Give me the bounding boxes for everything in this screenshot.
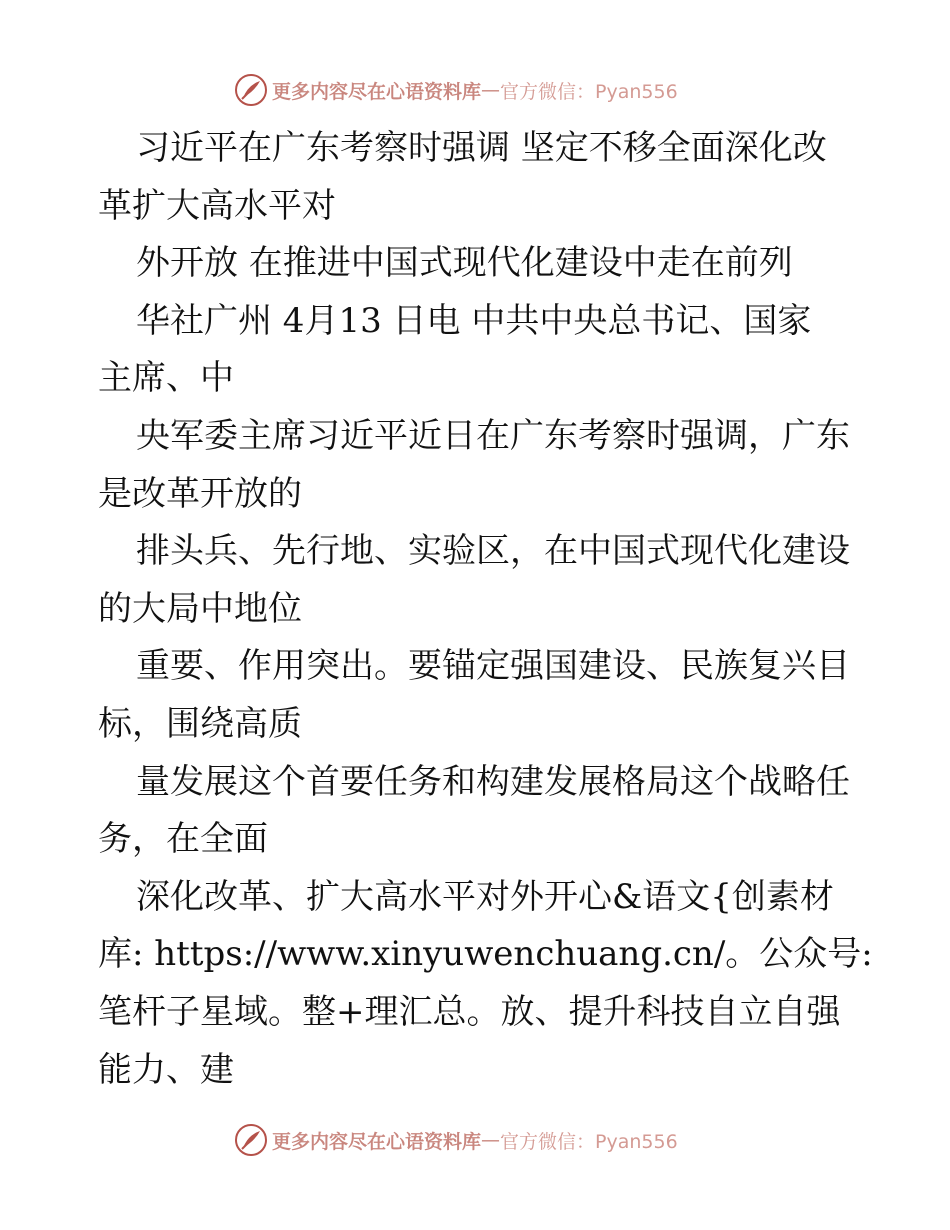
text-line: 重要、作用突出。要锚定强国建设、民族复兴目 [136, 646, 850, 687]
text-line: 革扩大高水平对 [98, 185, 336, 226]
text-line: 务，在全面 [98, 819, 268, 860]
quill-pen-logo-icon [234, 1123, 268, 1157]
watermark-dash: — [481, 1129, 501, 1151]
watermark-text: 更多内容尽在心语资料库 [272, 1130, 482, 1153]
watermark-contact: 官方微信：Pyan556 [500, 1130, 678, 1153]
text-line: 习近平在广东考察时强调 坚定不移全面深化改 [136, 128, 827, 168]
text-line: 标，围绕高质 [98, 703, 302, 744]
text-line: 排头兵、先行地、实验区，在中国式现代化建设 [136, 531, 850, 572]
text-line: 主席、中 [98, 358, 234, 399]
watermark-contact: 官方微信：Pyan556 [500, 80, 678, 103]
text-line: 笔杆子星域。整+理汇总。放、提升科技自立自强 [98, 991, 841, 1032]
text-line: 量发展这个首要任务和构建发展格局这个战略任 [136, 761, 850, 802]
text-line: 外开放 在推进中国式现代化建设中走在前列 [136, 243, 793, 284]
text-line: 是改革开放的 [98, 473, 302, 514]
text-line: 库: https://www.xinyuwenchuang.cn/。公众号: [98, 934, 873, 975]
watermark-header [234, 72, 714, 108]
watermark-dash: — [481, 79, 501, 101]
text-line: 深化改革、扩大高水平对外开心&语文{创素材 [136, 876, 834, 917]
watermark-text: 更多内容尽在心语资料库 [272, 80, 482, 103]
text-line: 能力、建 [98, 1049, 234, 1090]
text-line: 华社广州 4月13 日电 中共中央总书记、国家 [136, 300, 812, 341]
watermark-footer [234, 1122, 714, 1158]
text-line: 的大局中地位 [98, 588, 302, 629]
quill-pen-logo-icon [234, 73, 268, 107]
article-body [98, 120, 873, 1099]
text-line: 央军委主席习近平近日在广东考察时强调，广东 [136, 415, 850, 456]
